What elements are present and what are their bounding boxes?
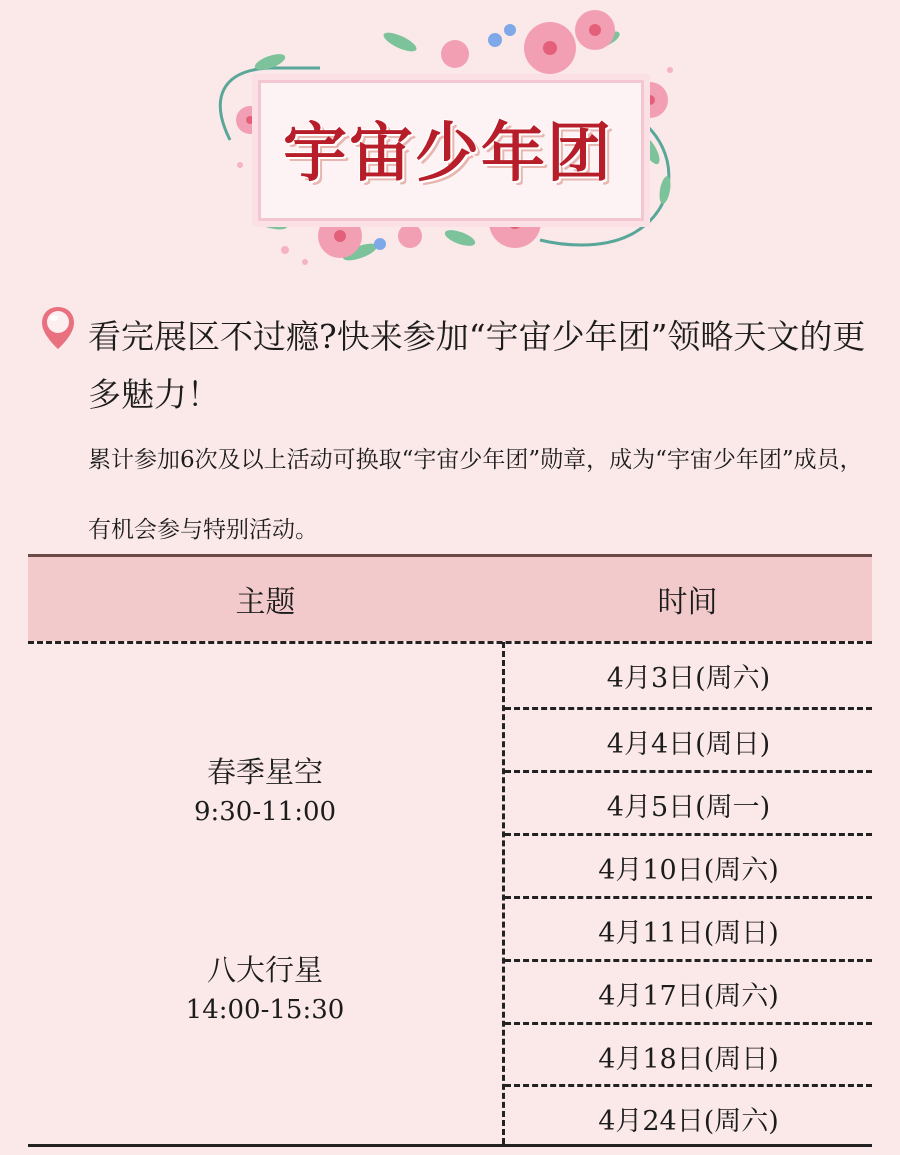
topic-cell (28, 752, 502, 832)
header-topic: 主题 (235, 585, 296, 620)
topic-cell (28, 950, 502, 1030)
date-cell: 4月18日(周日) (598, 1043, 779, 1075)
date-cell: 4月11日(周日) (598, 917, 779, 949)
header-time: 时间 (657, 585, 718, 620)
date-cell: 4月4日(周日) (606, 728, 771, 760)
date-cell: 4月10日(周六) (598, 854, 779, 886)
date-cell: 4月17日(周六) (598, 980, 779, 1012)
table-bottom-rule (28, 1144, 872, 1147)
topic-time: 9:30-11:00 (193, 797, 337, 827)
schedule-table (28, 554, 872, 1150)
date-cell: 4月5日(周一) (606, 791, 771, 823)
intro-subline: 累计参加6次及以上活动可换取“宇宙少年团”勋章，成为“宇宙少年团”成员，有机会参与特别活动。 (88, 447, 863, 543)
table-header-row (28, 557, 872, 641)
location-pin-icon (40, 305, 76, 351)
date-cell: 4月24日(周六) (598, 1105, 779, 1137)
intro-headline: 看完展区不过瘾?快来参加“宇宙少年团”领略天文的更多魅力！ (88, 317, 866, 414)
date-cell: 4月3日(周六) (606, 662, 771, 694)
topic-name: 八大行星 (206, 953, 323, 987)
topic-name: 春季星空 (206, 755, 323, 789)
banner-title: 宇宙少年团 (283, 116, 613, 191)
topic-time: 14:00-15:30 (185, 995, 345, 1025)
banner (210, 0, 690, 275)
